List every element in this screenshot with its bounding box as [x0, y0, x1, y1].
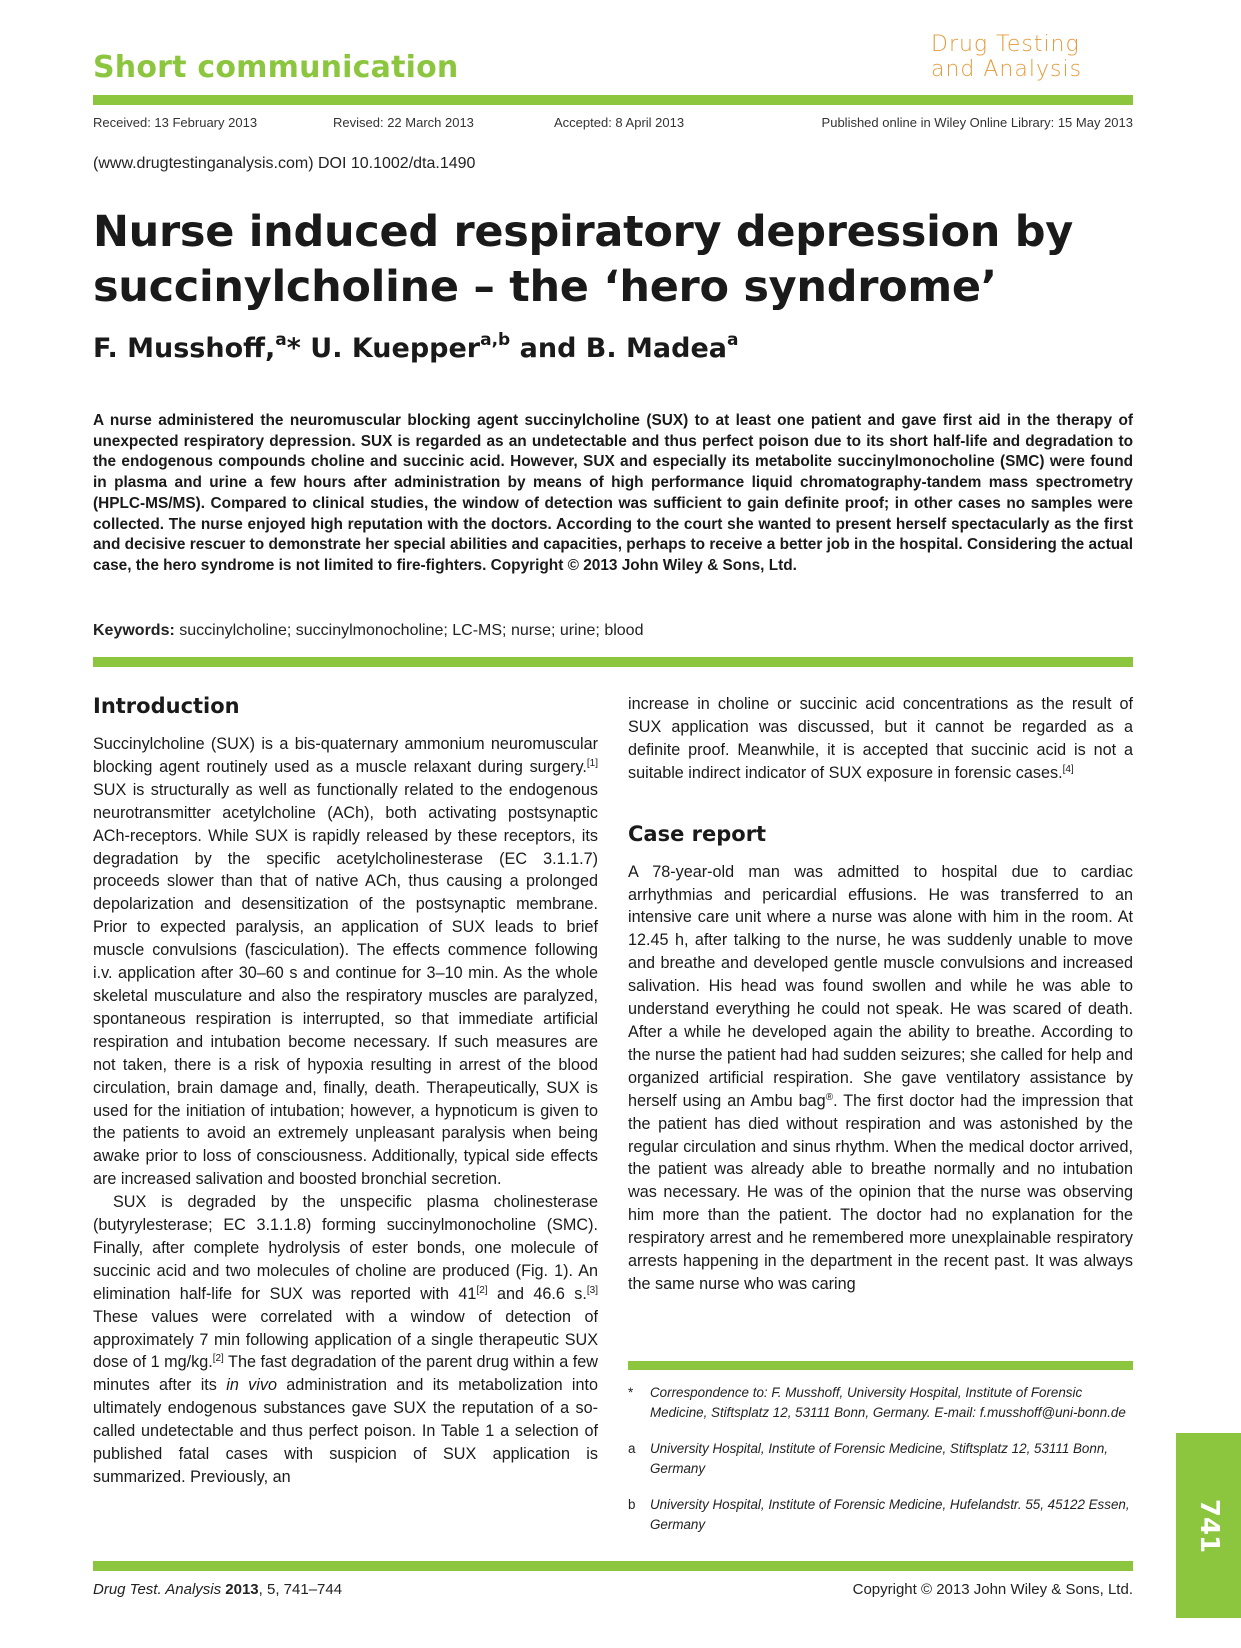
case-text-a: A 78-year-old man was admitted to hospital due to cardiac arrhythmias and pericardial effusions. He was transferred to an intensive care unit where a nurse was alone with him in the room. At 12.45 h, after talking to the nurse, he was suddenly unable to move and breathe and developed gentle muscle convulsions and increased salivation. His head was found swollen and while he was able to understand everything he could not speak. He was scared of death. After a while he developed again the ability to breathe. According to the nurse the patient had had sudden seizures; she called for help and organized artificial respiration. She gave ventilatory assistance by herself using an Ambu bag	[628, 862, 1133, 1110]
citation-ref[interactable]: [2]	[476, 1284, 488, 1296]
case-text-b: . The first doctor had the impression that the patient has died without respiration and was astonished by the regular circulation and sinus rhythm. When the medical doctor arrived, the patient was already able to breathe normally and no intubation was necessary. He was of the opinion that the nurse was observing him more than the patient. The doctor had no explanation for the respiratory arrest and he remembered more unexplainable respiratory arrests happening in the department in the recent past. It was always the same nurse who was caring	[628, 1091, 1133, 1293]
author-1-affil: a	[275, 330, 287, 350]
footer-copyright: Copyright © 2013 John Wiley & Sons, Ltd.	[852, 1581, 1133, 1598]
intro-paragraph-2	[93, 1191, 598, 1489]
page-number-tab	[1176, 1433, 1241, 1618]
left-column	[93, 693, 598, 1489]
section-label: Short communication	[93, 50, 459, 85]
right-column	[628, 693, 1133, 1296]
intro-p2-text-d: The fast degradation of the parent drug within a few minutes after its	[93, 1353, 598, 1395]
case-report-paragraph	[628, 861, 1133, 1296]
abstract-divider	[93, 657, 1133, 667]
date-accepted: Accepted: 8 April 2013	[554, 115, 685, 130]
affiliation-b	[628, 1495, 1133, 1534]
author-2-affil: a,b	[480, 330, 511, 350]
corr-star-mark: *	[628, 1385, 634, 1400]
keywords	[93, 622, 643, 640]
citation-ref[interactable]: [2]	[212, 1353, 224, 1365]
intro-p2-text-e: administration and its metabolization into ultimately endogenous substances gave SUX the reputation of a so-called undetectable and thus perfect poison. In Table 1 a selection of published fatal cases with suspicion of SUX application is summarized. Previously, an	[93, 1376, 598, 1486]
corr-star-text: Correspondence to: F. Musshoff, University Hospital, Institute of Forensic Medicine, Stiftsplatz 12, 53111 Bonn, Germany. E-mail: f.musshoff@uni-bonn.de	[650, 1385, 1126, 1420]
affil-a-text: University Hospital, Institute of Forensic Medicine, Stiftsplatz 12, 53111 Bonn, Germany	[650, 1441, 1108, 1476]
journal-logo	[931, 32, 1131, 82]
correspondence-divider	[628, 1361, 1133, 1370]
intro-heading: Introduction	[93, 694, 240, 718]
citation-ref[interactable]: [3]	[586, 1284, 598, 1296]
affil-b-mark: b	[628, 1497, 636, 1512]
intro-p1-text-b: SUX is structurally as well as functionally related to the endogenous neurotransmitter acetylcholine (ACh), both activating postsynaptic ACh-receptors. While SUX is rapidly released by these receptors, its degradation by the specific acetylcholinesterase (EC 3.1.1.7) proceeds slower than that of native ACh, thus causing a prolonged depolarization and desensitization of the postsynaptic membrane. Prior to expected paralysis, an application of SUX leads to brief muscle convulsions (fasciculation). The effects commence following i.v. application after 30–60 s and continue for 3–10 min. As the whole skeletal musculature and also the respiratory muscles are paralyzed, spontaneous respiration is interrupted, so that immediate artificial respiration and intubation become necessary. If such measures are not taken, there is a risk of hypoxia resulting in arrest of the blood circulation, brain damage and, finally, death. Therapeutically, SUX is used for the initiation of intubation; however, a hypnoticum is given to the patients to avoid an extremely unpleasant paralysis when being awake prior to loss of consciousness. Additionally, typical side effects are increased salivation and boosted bronchial secretion.	[93, 780, 598, 1189]
author-list	[93, 330, 739, 364]
case-report-heading: Case report	[628, 821, 767, 846]
footer-citation	[93, 1581, 342, 1598]
intro-paragraph-1	[93, 733, 598, 1191]
footer-journal: Drug Test. Analysis	[93, 1581, 222, 1598]
keywords-text: succinylcholine; succinylmonocholine; LC-MS; nurse; urine; blood	[174, 622, 644, 639]
title-line2: succinylcholine – the ‘hero syndrome’	[93, 262, 997, 312]
title-line1: Nurse induced respiratory depression by	[93, 207, 1073, 257]
intro-continuation	[628, 693, 1133, 785]
intro-p2-text-c: These values were correlated with a window of detection of approximately 7 min following application of a single therapeutic SUX dose of 1 mg/kg.	[93, 1307, 598, 1372]
intro-p2-text-b: and 46.6 s.	[487, 1284, 587, 1303]
footer-year: 2013	[225, 1581, 259, 1598]
author-1: F. Musshoff,	[93, 333, 276, 364]
journal-logo-line1: Drug Testing	[931, 32, 1080, 57]
intro-p2-italic: in vivo	[226, 1376, 277, 1395]
corresponding-mark: *	[286, 333, 301, 364]
registered-mark: ®	[825, 1091, 834, 1103]
affil-a-mark: a	[628, 1441, 636, 1456]
date-published: Published online in Wiley Online Library: 15 May 2013	[821, 115, 1133, 130]
intro-cont-text: increase in choline or succinic acid concentrations as the result of SUX application was discussed, but it cannot be regarded as a definite proof. Meanwhile, it is accepted that succinic acid is not a suitable indirect indicator of SUX exposure in forensic cases.	[628, 695, 1133, 782]
author-3: and B. Madea	[510, 333, 727, 364]
citation-ref[interactable]: [1]	[586, 757, 598, 769]
affil-b-text: University Hospital, Institute of Forensic Medicine, Hufelandstr. 55, 45122 Essen, Germany	[650, 1497, 1130, 1532]
page-number: 741	[1193, 1498, 1224, 1553]
affiliation-a	[628, 1439, 1133, 1478]
intro-p1-text-a: Succinylcholine (SUX) is a bis-quaternary ammonium neuromuscular blocking agent routinely used as a muscle relaxant during surgery.	[93, 735, 598, 776]
date-revised: Revised: 22 March 2013	[333, 115, 474, 130]
abstract: A nurse administered the neuromuscular blocking agent succinylcholine (SUX) to at least one patient and gave first aid in the therapy of unexpected respiratory depression. SUX is regarded as an undetectable and thus perfect poison due to its short half-life and degradation to the endogenous compounds choline and succinic acid. However, SUX and especially its metabolite succinylmonocholine (SMC) were found in plasma and urine a few hours after administration by means of high performance liquid chromatography-tandem mass spectrometry (HPLC-MS/MS). Compared to clinical studies, the window of detection was sufficient to gain definite proof; in other cases no samples were collected. The nurse enjoyed high reputation with the doctors. According to the court she wanted to present herself spectacularly as the first and decisive rescuer to demonstrate her special abilities and capacities, perhaps to receive a better job in the hospital. Considering the actual case, the hero syndrome is not limited to fire-fighters. Copyright © 2013 John Wiley & Sons, Ltd.	[93, 412, 1133, 574]
citation-ref[interactable]: [4]	[1062, 763, 1074, 775]
footer-divider	[93, 1561, 1133, 1571]
header-divider	[93, 95, 1133, 105]
doi-line: (www.drugtestinganalysis.com) DOI 10.1002/dta.1490	[93, 155, 476, 172]
author-3-affil: a	[727, 330, 739, 350]
intro-p2-text-a: SUX is degraded by the unspecific plasma cholinesterase (butyrylesterase; EC 3.1.1.8) forming succinylmonocholine (SMC). Finally, after complete hydrolysis of ester bonds, one molecule of succinic acid and two molecules of choline are produced (Fig. 1). An elimination half-life for SUX was reported with 41	[93, 1193, 598, 1303]
article-title	[93, 205, 1133, 315]
keywords-label: Keywords:	[93, 622, 175, 639]
footer-volume-pages: , 5, 741–744	[258, 1581, 343, 1598]
date-received: Received: 13 February 2013	[93, 115, 258, 130]
correspondence-block	[628, 1383, 1133, 1551]
author-2: U. Kuepper	[300, 333, 481, 364]
journal-logo-line2: and Analysis	[931, 57, 1083, 82]
correspondence-entry	[628, 1383, 1133, 1422]
